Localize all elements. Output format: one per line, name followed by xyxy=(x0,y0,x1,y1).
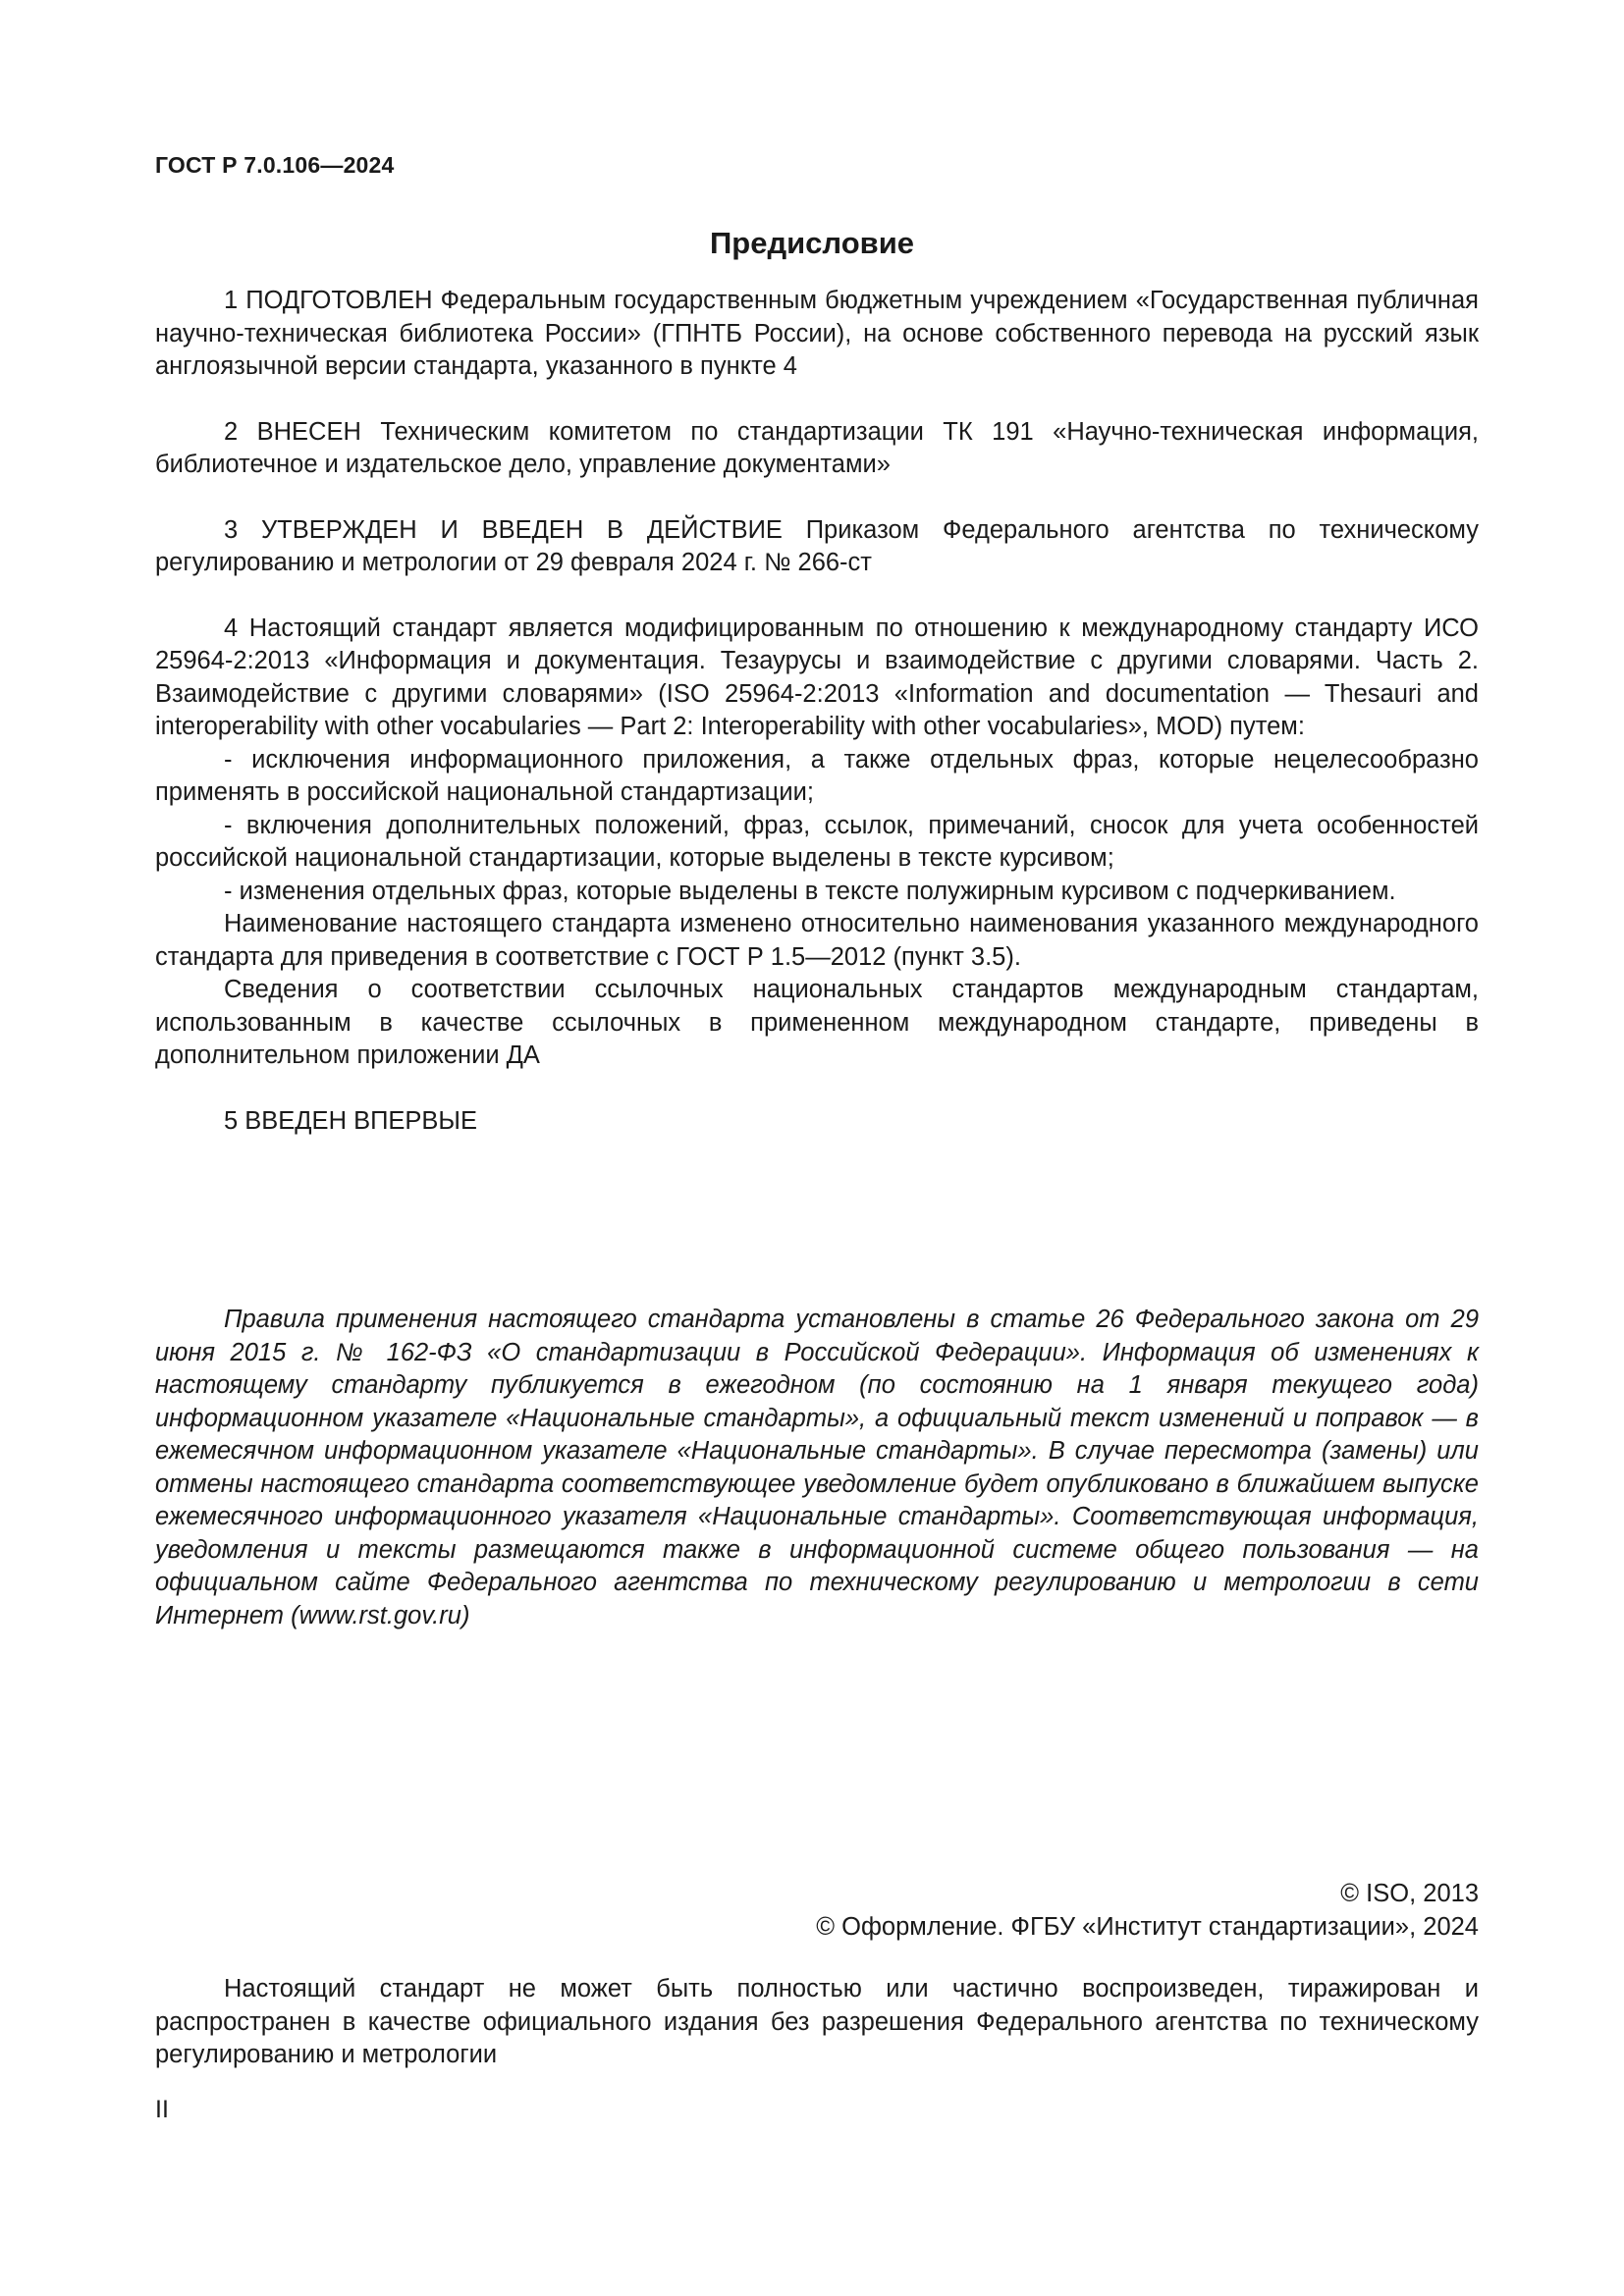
section-5-first-introduced: 5 ВВЕДЕН ВПЕРВЫЕ xyxy=(224,1106,478,1135)
section-4-intro: 4 Настоящий стандарт является модифицированным по отношению к международному стандарту ИСО 25964-2:2013 «Информация и документация. Тезаурусы и взаимодействие с другими словарями. Часть 2. Взаимодействие с другими словарями» (ISO 25964-2:2013 «Information and documentation — Thesauri and interoperability with other vocabularies — Part 2: Interoperability with other vocabularies», MOD) путем: xyxy=(155,614,1479,740)
reproduction-notice: Настоящий стандарт не может быть полностью или частично воспроизведен, тиражирован и распространен в качестве официального издания без разрешения Федерального агентства по техническому регулированию и метрологии xyxy=(155,1975,1479,2068)
copyright-design: © Оформление. ФГБУ «Институт стандартизации», 2024 xyxy=(816,1913,1479,1941)
section-2-submitted: 2 ВНЕСЕН Техническим комитетом по стандартизации ТК 191 «Научно-техническая информация, библиотечное и издательское дело, управление документами» xyxy=(155,417,1479,478)
page-title: Предисловие xyxy=(709,226,914,260)
section-4-item-exclusion: - исключения информационного приложения, а также отдельных фраз, которые нецелесообразно применять в российской национальной стандартизации; xyxy=(155,745,1479,806)
page-number: II xyxy=(155,2096,169,2123)
copyright-iso: © ISO, 2013 xyxy=(1340,1880,1479,1907)
copyright-block xyxy=(816,1877,1479,1944)
document-code: ГОСТ Р 7.0.106—2024 xyxy=(155,152,395,178)
foreword-content xyxy=(155,285,1479,1138)
section-4-references: Сведения о соответствии ссылочных национальных стандартов международным стандартам, использованным в качестве ссылочных в примененном международном стандарте, приведены в дополнительном приложении ДА xyxy=(155,976,1479,1069)
section-4-item-modification: - изменения отдельных фраз, которые выделены в тексте полужирным курсивом с подчеркиванием. xyxy=(224,877,1396,905)
section-4-name-change: Наименование настоящего стандарта изменено относительно наименования указанного международного стандарта для приведения в соответствие с ГОСТ Р 1.5—2012 (пункт 3.5). xyxy=(155,910,1479,971)
section-1-prepared: 1 ПОДГОТОВЛЕН Федеральным государственным бюджетным учреждением «Государственная публичная научно-техническая библиотека России» (ГПНТБ России), на основе собственного перевода на русский язык англоязычной версии стандарта, указанного в пункте 4 xyxy=(155,287,1479,380)
section-3-approved: 3 УТВЕРЖДЕН И ВВЕДЕН В ДЕЙСТВИЕ Приказом Федерального агентства по техническому регулированию и метрологии от 29 февраля 2024 г. № 266-ст xyxy=(155,515,1479,576)
section-4-item-inclusion: - включения дополнительных положений, фраз, ссылок, примечаний, сносок для учета особенностей российской национальной стандартизации, которые выделены в тексте курсивом; xyxy=(155,811,1479,872)
rules-notice: Правила применения настоящего стандарта установлены в статье 26 Федерального закона от 29 июня 2015 г. № 162-ФЗ «О стандартизации в Российской Федерации». Информация об изменениях к настоящему стандарту публикуется в ежегодном (по состоянию на 1 января текущего года) информационном указателе «Национальные стандарты», а официальный текст изменений и поправок — в ежемесячном информационном указателе «Национальные стандарты». В случае пересмотра (замены) или отмены настоящего стандарта соответствующее уведомление будет опубликовано в ближайшем выпуске ежемесячного информационного указателя «Национальные стандарты». Соответствующая информация, уведомления и тексты размещаются также в информационной системе общего пользования — на официальном сайте Федерального агентства по техническому регулированию и метрологии в сети Интернет (www.rst.gov.ru) xyxy=(155,1306,1479,1629)
